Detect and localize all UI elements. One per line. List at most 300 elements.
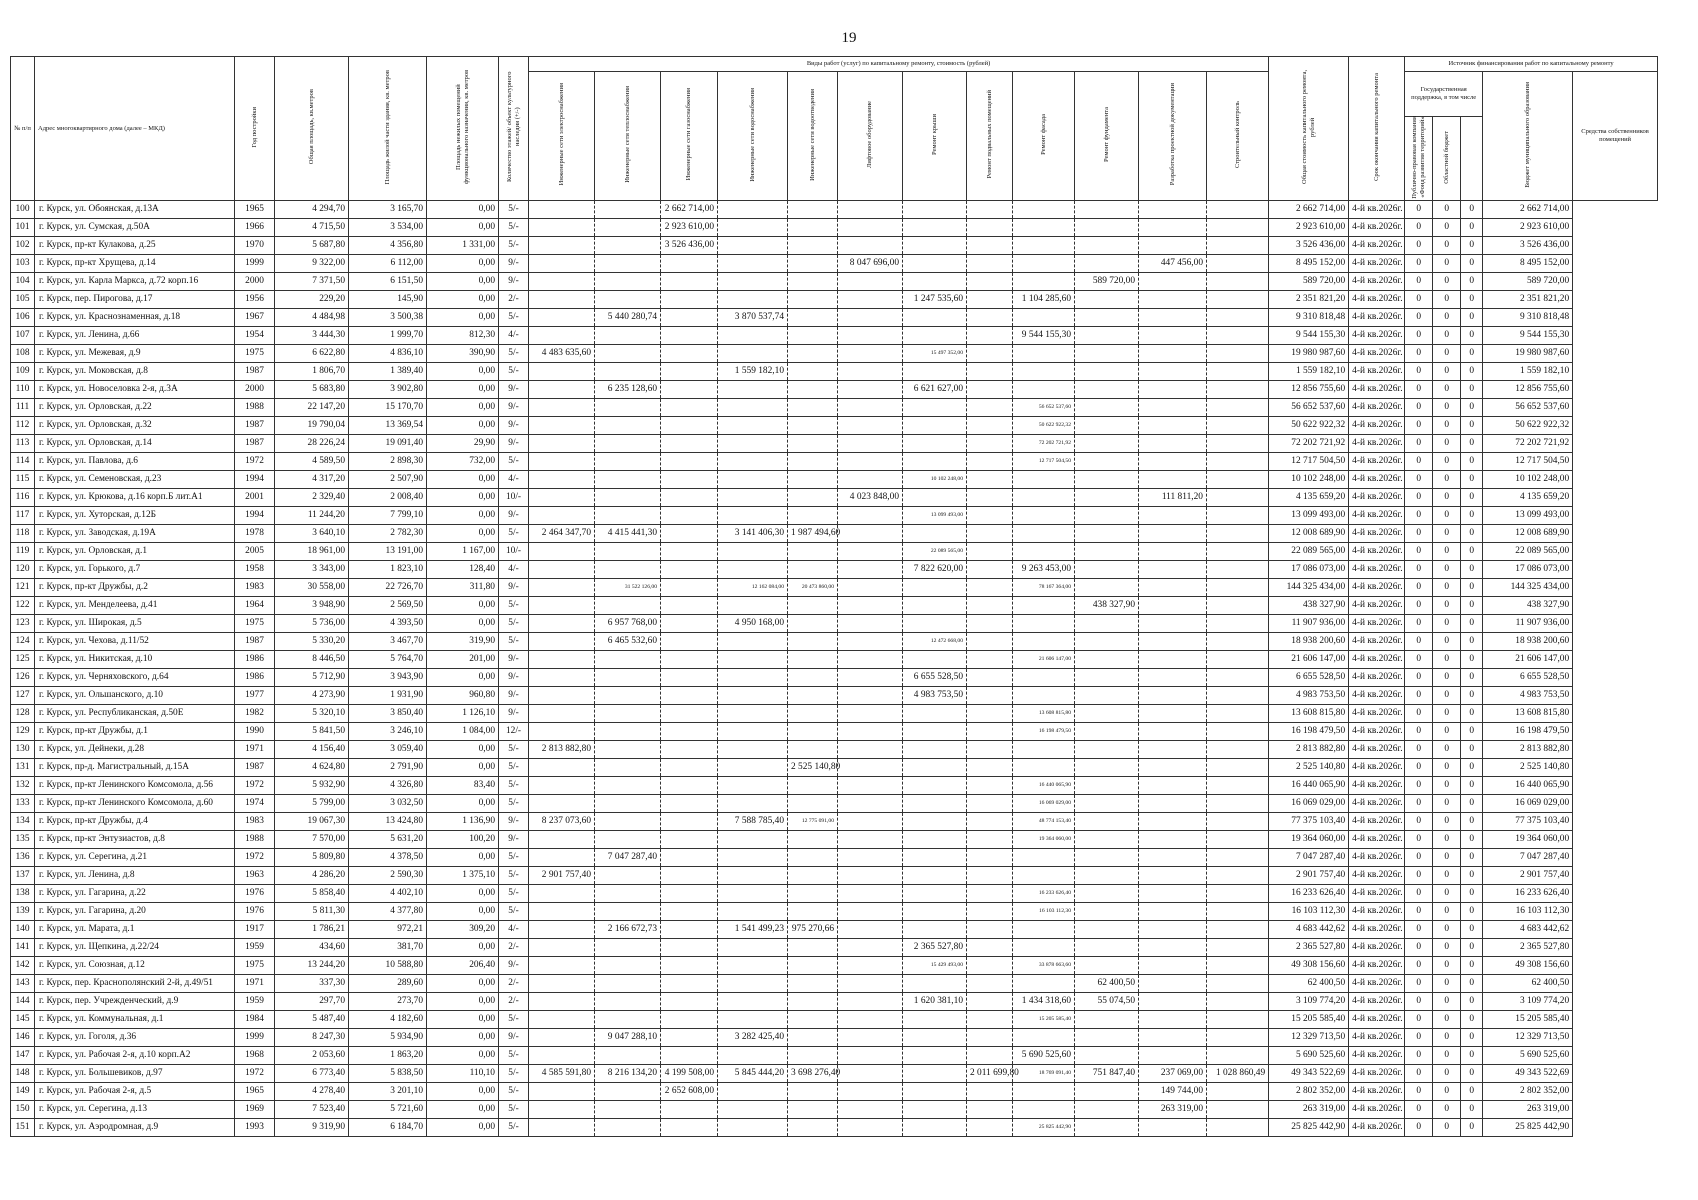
regional-budget-cell: 0: [1433, 849, 1461, 867]
work-heating-cell: [595, 453, 661, 471]
total-cost-cell: 2 365 527,80: [1269, 939, 1349, 957]
municipal-budget-cell: 0: [1461, 867, 1483, 885]
owners-funds-cell: 1 559 182,10: [1483, 363, 1573, 381]
work-roof-cell: [903, 1119, 967, 1137]
work-elevator-cell: [838, 705, 903, 723]
fund-share-cell: 0: [1405, 687, 1433, 705]
work-water-cell: [718, 723, 788, 741]
nonresidential-area-cell: 206,40: [427, 957, 499, 975]
work-foundation-cell: [1075, 363, 1139, 381]
nonresidential-area-cell: 0,00: [427, 1029, 499, 1047]
total-cost-cell: 2 813 882,80: [1269, 741, 1349, 759]
work-facade-cell: [1013, 633, 1075, 651]
work-facade-cell: 15 205 585,40: [1013, 1011, 1075, 1029]
work-gas-cell: [661, 921, 718, 939]
work-basement-cell: [967, 651, 1013, 669]
work-basement-cell: [967, 921, 1013, 939]
fund-share-cell: 0: [1405, 723, 1433, 741]
row-number-cell: 118: [11, 525, 35, 543]
year-built-cell: 1977: [235, 687, 275, 705]
deadline-cell: 4-й кв.2026г.: [1349, 201, 1405, 219]
floors-cell: 9/-: [499, 435, 529, 453]
nonresidential-area-cell: 0,00: [427, 255, 499, 273]
total-cost-cell: 16 069 029,00: [1269, 795, 1349, 813]
work-heating-cell: 5 440 280,74: [595, 309, 661, 327]
address-cell: г. Курск, ул. Горького, д.7: [35, 561, 235, 579]
owners-funds-cell: 4 983 753,50: [1483, 687, 1573, 705]
table-row: [11, 255, 1658, 273]
year-built-cell: 1975: [235, 957, 275, 975]
work-water-cell: [718, 453, 788, 471]
header-work-water: Инженерные сети водоснабжения: [718, 72, 788, 201]
table-row: [11, 669, 1658, 687]
nonresidential-area-cell: 0,00: [427, 669, 499, 687]
work-project-docs-cell: 263 319,00: [1139, 1101, 1207, 1119]
header-works-group: Виды работ (услуг) по капитальному ремонту, стоимость (рублей): [529, 57, 1269, 72]
work-construction-control-cell: [1207, 831, 1269, 849]
work-facade-cell: [1013, 345, 1075, 363]
work-sewerage-cell: [788, 705, 838, 723]
table-row: [11, 471, 1658, 489]
regional-budget-cell: 0: [1433, 975, 1461, 993]
owners-funds-cell: 13 608 815,80: [1483, 705, 1573, 723]
floors-cell: 9/-: [499, 507, 529, 525]
fund-share-cell: 0: [1405, 435, 1433, 453]
nonresidential-area-cell: 311,80: [427, 579, 499, 597]
year-built-cell: 1994: [235, 507, 275, 525]
work-construction-control-cell: [1207, 417, 1269, 435]
work-roof-cell: [903, 255, 967, 273]
work-basement-cell: [967, 741, 1013, 759]
floors-cell: 9/-: [499, 813, 529, 831]
header-work-basement: Ремонт подвальных помещений: [967, 72, 1013, 201]
municipal-budget-cell: 0: [1461, 291, 1483, 309]
table-row: [11, 1083, 1658, 1101]
year-built-cell: 1974: [235, 795, 275, 813]
work-elevator-cell: [838, 1065, 903, 1083]
work-foundation-cell: [1075, 201, 1139, 219]
municipal-budget-cell: 0: [1461, 615, 1483, 633]
work-basement-cell: [967, 255, 1013, 273]
work-elevator-cell: [838, 957, 903, 975]
table-row: [11, 633, 1658, 651]
total-cost-cell: 2 351 821,20: [1269, 291, 1349, 309]
row-number-cell: 110: [11, 381, 35, 399]
floors-cell: 9/-: [499, 273, 529, 291]
work-elevator-cell: 8 047 696,00: [838, 255, 903, 273]
municipal-budget-cell: 0: [1461, 1083, 1483, 1101]
work-sewerage-cell: [788, 381, 838, 399]
work-facade-cell: 1 104 285,60: [1013, 291, 1075, 309]
work-elevator-cell: [838, 687, 903, 705]
living-area-cell: 4 836,10: [349, 345, 427, 363]
work-gas-cell: [661, 633, 718, 651]
total-cost-cell: 2 901 757,40: [1269, 867, 1349, 885]
row-number-cell: 138: [11, 885, 35, 903]
nonresidential-area-cell: 0,00: [427, 219, 499, 237]
work-elevator-cell: [838, 201, 903, 219]
row-number-cell: 129: [11, 723, 35, 741]
work-electricity-cell: [529, 651, 595, 669]
work-electricity-cell: [529, 453, 595, 471]
address-cell: г. Курск, пер. Учрежденческий, д.9: [35, 993, 235, 1011]
fund-share-cell: 0: [1405, 651, 1433, 669]
row-number-cell: 125: [11, 651, 35, 669]
year-built-cell: 1986: [235, 651, 275, 669]
work-project-docs-cell: [1139, 453, 1207, 471]
work-facade-cell: 48 774 153,40: [1013, 813, 1075, 831]
total-cost-cell: 3 526 436,00: [1269, 237, 1349, 255]
work-roof-cell: [903, 723, 967, 741]
total-cost-cell: 2 923 610,00: [1269, 219, 1349, 237]
work-elevator-cell: [838, 1101, 903, 1119]
work-sewerage-cell: [788, 489, 838, 507]
work-project-docs-cell: [1139, 561, 1207, 579]
floors-cell: 5/-: [499, 345, 529, 363]
header-num: № п/п: [11, 57, 35, 201]
work-foundation-cell: [1075, 219, 1139, 237]
living-area-cell: 3 467,70: [349, 633, 427, 651]
work-elevator-cell: [838, 345, 903, 363]
work-electricity-cell: [529, 327, 595, 345]
work-elevator-cell: [838, 651, 903, 669]
total-area-cell: 13 244,20: [275, 957, 349, 975]
work-elevator-cell: [838, 741, 903, 759]
work-gas-cell: [661, 975, 718, 993]
municipal-budget-cell: 0: [1461, 1065, 1483, 1083]
capital-repair-table: [10, 56, 1658, 1137]
work-gas-cell: [661, 669, 718, 687]
work-basement-cell: [967, 795, 1013, 813]
nonresidential-area-cell: 0,00: [427, 309, 499, 327]
nonresidential-area-cell: 0,00: [427, 849, 499, 867]
work-foundation-cell: [1075, 237, 1139, 255]
work-gas-cell: [661, 345, 718, 363]
floors-cell: 5/-: [499, 741, 529, 759]
work-water-cell: [718, 975, 788, 993]
regional-budget-cell: 0: [1433, 201, 1461, 219]
total-cost-cell: 4 135 659,20: [1269, 489, 1349, 507]
work-roof-cell: [903, 489, 967, 507]
owners-funds-cell: 2 662 714,00: [1483, 201, 1573, 219]
floors-cell: 9/-: [499, 687, 529, 705]
address-cell: г. Курск, ул. Хуторская, д.12Б: [35, 507, 235, 525]
living-area-cell: 1 823,10: [349, 561, 427, 579]
work-construction-control-cell: [1207, 921, 1269, 939]
address-cell: г. Курск, ул. Чехова, д.11/52: [35, 633, 235, 651]
work-facade-cell: [1013, 489, 1075, 507]
work-sewerage-cell: [788, 633, 838, 651]
work-elevator-cell: [838, 453, 903, 471]
regional-budget-cell: 0: [1433, 813, 1461, 831]
municipal-budget-cell: 0: [1461, 417, 1483, 435]
nonresidential-area-cell: 83,40: [427, 777, 499, 795]
work-electricity-cell: [529, 579, 595, 597]
work-gas-cell: [661, 903, 718, 921]
work-electricity-cell: [529, 795, 595, 813]
table-row: [11, 273, 1658, 291]
address-cell: г. Курск, ул. Крюкова, д.16 корп.Б лит.А1: [35, 489, 235, 507]
floors-cell: 5/-: [499, 1101, 529, 1119]
table-row: [11, 705, 1658, 723]
work-roof-cell: [903, 597, 967, 615]
total-area-cell: 4 715,50: [275, 219, 349, 237]
work-facade-cell: [1013, 669, 1075, 687]
owners-funds-cell: 3 109 774,20: [1483, 993, 1573, 1011]
living-area-cell: 4 402,10: [349, 885, 427, 903]
year-built-cell: 1990: [235, 723, 275, 741]
work-construction-control-cell: [1207, 669, 1269, 687]
table-row: [11, 651, 1658, 669]
nonresidential-area-cell: 0,00: [427, 1047, 499, 1065]
work-construction-control-cell: [1207, 363, 1269, 381]
work-foundation-cell: [1075, 723, 1139, 741]
total-cost-cell: 2 802 352,00: [1269, 1083, 1349, 1101]
nonresidential-area-cell: 1 375,10: [427, 867, 499, 885]
work-gas-cell: [661, 759, 718, 777]
work-heating-cell: [595, 867, 661, 885]
work-water-cell: 1 541 499,23: [718, 921, 788, 939]
work-gas-cell: [661, 1011, 718, 1029]
year-built-cell: 2005: [235, 543, 275, 561]
regional-budget-cell: 0: [1433, 831, 1461, 849]
municipal-budget-cell: 0: [1461, 345, 1483, 363]
work-heating-cell: [595, 471, 661, 489]
regional-budget-cell: 0: [1433, 489, 1461, 507]
nonresidential-area-cell: 1 167,00: [427, 543, 499, 561]
total-area-cell: 4 484,98: [275, 309, 349, 327]
work-elevator-cell: [838, 219, 903, 237]
work-elevator-cell: [838, 399, 903, 417]
work-foundation-cell: [1075, 813, 1139, 831]
nonresidential-area-cell: 110,10: [427, 1065, 499, 1083]
row-number-cell: 121: [11, 579, 35, 597]
work-foundation-cell: [1075, 543, 1139, 561]
work-project-docs-cell: [1139, 849, 1207, 867]
work-sewerage-cell: [788, 399, 838, 417]
work-water-cell: [718, 903, 788, 921]
work-project-docs-cell: [1139, 1029, 1207, 1047]
owners-funds-cell: 6 655 528,50: [1483, 669, 1573, 687]
municipal-budget-cell: 0: [1461, 831, 1483, 849]
work-basement-cell: [967, 939, 1013, 957]
work-water-cell: [718, 597, 788, 615]
work-elevator-cell: [838, 525, 903, 543]
deadline-cell: 4-й кв.2026г.: [1349, 291, 1405, 309]
total-area-cell: 8 247,30: [275, 1029, 349, 1047]
work-project-docs-cell: [1139, 309, 1207, 327]
work-water-cell: [718, 273, 788, 291]
table-row: [11, 831, 1658, 849]
total-cost-cell: 2 662 714,00: [1269, 201, 1349, 219]
work-roof-cell: [903, 219, 967, 237]
total-cost-cell: 11 907 936,00: [1269, 615, 1349, 633]
total-cost-cell: 263 319,00: [1269, 1101, 1349, 1119]
work-foundation-cell: [1075, 471, 1139, 489]
work-foundation-cell: [1075, 525, 1139, 543]
living-area-cell: 5 721,60: [349, 1101, 427, 1119]
work-elevator-cell: [838, 795, 903, 813]
work-construction-control-cell: [1207, 651, 1269, 669]
work-foundation-cell: [1075, 885, 1139, 903]
fund-share-cell: 0: [1405, 831, 1433, 849]
deadline-cell: 4-й кв.2026г.: [1349, 795, 1405, 813]
owners-funds-cell: 18 938 200,60: [1483, 633, 1573, 651]
municipal-budget-cell: 0: [1461, 957, 1483, 975]
work-foundation-cell: [1075, 327, 1139, 345]
work-foundation-cell: [1075, 633, 1139, 651]
work-basement-cell: [967, 993, 1013, 1011]
work-electricity-cell: [529, 561, 595, 579]
owners-funds-cell: 50 622 922,32: [1483, 417, 1573, 435]
work-heating-cell: [595, 777, 661, 795]
row-number-cell: 130: [11, 741, 35, 759]
work-roof-cell: [903, 327, 967, 345]
address-cell: г. Курск, ул. Рабочая 2-я, д.5: [35, 1083, 235, 1101]
total-area-cell: 3 444,30: [275, 327, 349, 345]
owners-funds-cell: 16 069 029,00: [1483, 795, 1573, 813]
work-basement-cell: [967, 201, 1013, 219]
work-gas-cell: [661, 381, 718, 399]
year-built-cell: 1963: [235, 867, 275, 885]
work-roof-cell: [903, 579, 967, 597]
total-cost-cell: 4 683 442,62: [1269, 921, 1349, 939]
deadline-cell: 4-й кв.2026г.: [1349, 525, 1405, 543]
address-cell: г. Курск, ул. Орловская, д.32: [35, 417, 235, 435]
header-regional-budget: Областной бюджет: [1433, 117, 1461, 201]
deadline-cell: 4-й кв.2026г.: [1349, 219, 1405, 237]
work-sewerage-cell: [788, 903, 838, 921]
address-cell: г. Курск, пр-кт Кулакова, д.25: [35, 237, 235, 255]
floors-cell: 5/-: [499, 201, 529, 219]
row-number-cell: 140: [11, 921, 35, 939]
work-heating-cell: [595, 705, 661, 723]
living-area-cell: 1 999,70: [349, 327, 427, 345]
deadline-cell: 4-й кв.2026г.: [1349, 957, 1405, 975]
work-facade-cell: [1013, 939, 1075, 957]
row-number-cell: 132: [11, 777, 35, 795]
header-work-electricity: Инженерные сети электроснабжения: [529, 72, 595, 201]
work-heating-cell: [595, 1047, 661, 1065]
work-water-cell: [718, 345, 788, 363]
work-foundation-cell: [1075, 489, 1139, 507]
fund-share-cell: 0: [1405, 957, 1433, 975]
floors-cell: 9/-: [499, 399, 529, 417]
work-construction-control-cell: [1207, 561, 1269, 579]
table-row: [11, 327, 1658, 345]
municipal-budget-cell: 0: [1461, 201, 1483, 219]
work-gas-cell: [661, 741, 718, 759]
work-sewerage-cell: [788, 435, 838, 453]
nonresidential-area-cell: 0,00: [427, 975, 499, 993]
work-electricity-cell: [529, 1029, 595, 1047]
total-area-cell: 4 286,20: [275, 867, 349, 885]
floors-cell: 5/-: [499, 237, 529, 255]
floors-cell: 9/-: [499, 669, 529, 687]
work-water-cell: [718, 759, 788, 777]
work-facade-cell: [1013, 309, 1075, 327]
work-construction-control-cell: [1207, 507, 1269, 525]
work-elevator-cell: [838, 993, 903, 1011]
municipal-budget-cell: 0: [1461, 597, 1483, 615]
work-roof-cell: [903, 903, 967, 921]
work-construction-control-cell: [1207, 939, 1269, 957]
work-electricity-cell: [529, 885, 595, 903]
work-sewerage-cell: [788, 831, 838, 849]
work-electricity-cell: [529, 669, 595, 687]
work-roof-cell: 2 365 527,80: [903, 939, 967, 957]
year-built-cell: 1978: [235, 525, 275, 543]
work-electricity-cell: [529, 993, 595, 1011]
regional-budget-cell: 0: [1433, 1065, 1461, 1083]
work-gas-cell: [661, 273, 718, 291]
work-facade-cell: 1 434 318,60: [1013, 993, 1075, 1011]
total-area-cell: 5 330,20: [275, 633, 349, 651]
table-row: [11, 921, 1658, 939]
regional-budget-cell: 0: [1433, 669, 1461, 687]
work-project-docs-cell: [1139, 327, 1207, 345]
work-heating-cell: 6 465 532,60: [595, 633, 661, 651]
work-water-cell: 5 845 444,20: [718, 1065, 788, 1083]
row-number-cell: 147: [11, 1047, 35, 1065]
regional-budget-cell: 0: [1433, 1011, 1461, 1029]
table-row: [11, 489, 1658, 507]
floors-cell: 4/-: [499, 561, 529, 579]
work-heating-cell: [595, 561, 661, 579]
work-roof-cell: [903, 201, 967, 219]
work-heating-cell: [595, 291, 661, 309]
work-facade-cell: 33 878 663,60: [1013, 957, 1075, 975]
year-built-cell: 1954: [235, 327, 275, 345]
work-roof-cell: [903, 399, 967, 417]
deadline-cell: 4-й кв.2026г.: [1349, 669, 1405, 687]
deadline-cell: 4-й кв.2026г.: [1349, 849, 1405, 867]
fund-share-cell: 0: [1405, 1119, 1433, 1137]
deadline-cell: 4-й кв.2026г.: [1349, 903, 1405, 921]
fund-share-cell: 0: [1405, 741, 1433, 759]
floors-cell: 9/-: [499, 381, 529, 399]
work-roof-cell: [903, 867, 967, 885]
fund-share-cell: 0: [1405, 201, 1433, 219]
work-basement-cell: [967, 633, 1013, 651]
deadline-cell: 4-й кв.2026г.: [1349, 687, 1405, 705]
work-facade-cell: [1013, 471, 1075, 489]
work-heating-cell: [595, 219, 661, 237]
owners-funds-cell: 144 325 434,00: [1483, 579, 1573, 597]
work-project-docs-cell: [1139, 975, 1207, 993]
address-cell: г. Курск, пр-кт Дружбы, д.2: [35, 579, 235, 597]
living-area-cell: 2 507,90: [349, 471, 427, 489]
owners-funds-cell: 12 008 689,90: [1483, 525, 1573, 543]
work-heating-cell: [595, 813, 661, 831]
floors-cell: 9/-: [499, 255, 529, 273]
regional-budget-cell: 0: [1433, 687, 1461, 705]
work-elevator-cell: [838, 813, 903, 831]
owners-funds-cell: 438 327,90: [1483, 597, 1573, 615]
work-foundation-cell: [1075, 957, 1139, 975]
work-water-cell: [718, 1101, 788, 1119]
address-cell: г. Курск, ул. Гоголя, д.36: [35, 1029, 235, 1047]
total-cost-cell: 16 440 065,90: [1269, 777, 1349, 795]
work-basement-cell: [967, 363, 1013, 381]
work-gas-cell: [661, 939, 718, 957]
total-area-cell: 18 961,00: [275, 543, 349, 561]
work-sewerage-cell: [788, 993, 838, 1011]
address-cell: г. Курск, ул. Павлова, д.6: [35, 453, 235, 471]
floors-cell: 9/-: [499, 831, 529, 849]
year-built-cell: 1994: [235, 471, 275, 489]
living-area-cell: 972,21: [349, 921, 427, 939]
